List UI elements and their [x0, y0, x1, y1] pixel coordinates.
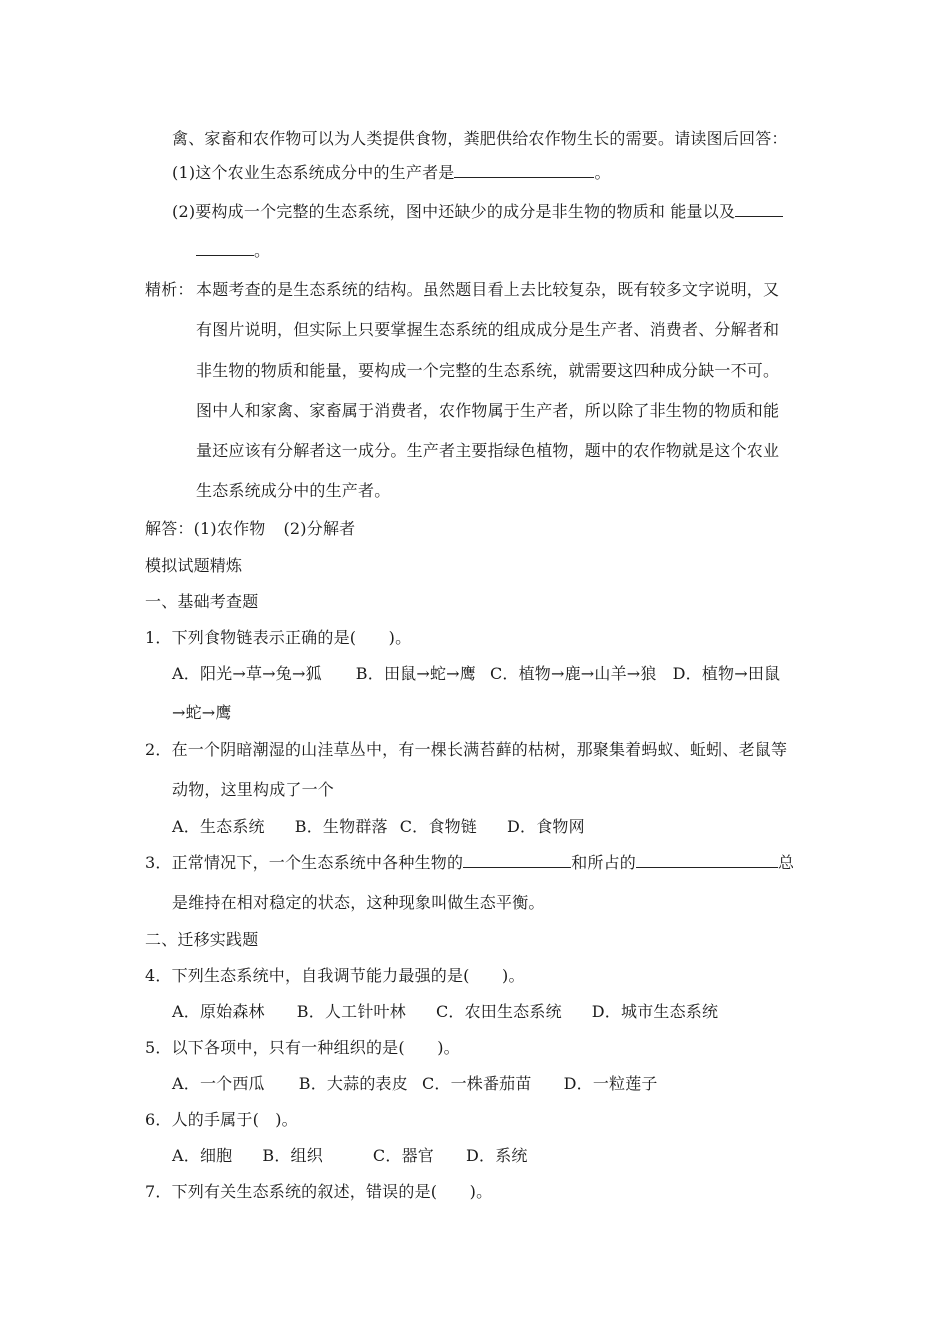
analysis-line: 非生物的物质和能量，要构成一个完整的生态系统，就需要这四种成分缺一不可。: [196, 361, 780, 380]
answer-blank: [735, 202, 783, 217]
option-a: A．原始森林: [172, 1002, 265, 1021]
question-end: 。: [254, 241, 271, 260]
question-2-prior-cont: [196, 241, 270, 261]
question-2-stem-cont: 动物，这里构成了一个: [172, 780, 335, 799]
option-a: A．细胞: [172, 1146, 233, 1165]
option-b: B．组织: [262, 1146, 323, 1165]
option-d: D．城市生态系统: [591, 1002, 719, 1021]
option-d: D．食物网: [506, 817, 585, 836]
answer-line: [145, 519, 355, 539]
intro-line: 禽、家畜和农作物可以为人类提供食物，粪肥供给农作物生长的需要。请读图后回答：: [172, 129, 788, 148]
analysis-line: 图中人和家禽、家畜属于消费者，农作物属于生产者，所以除了非生物的物质和能: [196, 401, 780, 420]
question-2-stem: 2．在一个阴暗潮湿的山洼草丛中，有一棵长满苔藓的枯树，那聚集着蚂蚁、蚯蚓、老鼠等: [145, 740, 788, 759]
section-heading-basic: 一、基础考查题: [145, 592, 259, 611]
question-4-stem: 4．下列生态系统中，自我调节能力最强的是( )。: [145, 966, 525, 985]
option-c: C．植物→鹿→山羊→狼: [489, 664, 657, 683]
section-heading-practice: 二、迁移实践题: [145, 930, 259, 949]
question-2-options: [172, 817, 585, 837]
question-text: (2)要构成一个完整的生态系统，图中还缺少的成分是非生物的物质和 能量以及: [172, 202, 736, 221]
answer-blank: [196, 241, 254, 256]
option-c: C．器官: [372, 1146, 434, 1165]
question-5-stem: 5．以下各项中，只有一种组织的是( )。: [145, 1038, 460, 1057]
question-5-options: [172, 1074, 658, 1094]
option-b: B．人工针叶林: [296, 1002, 406, 1021]
option-d: D．一粒莲子: [563, 1074, 658, 1093]
question-text: 总: [778, 853, 795, 872]
question-3-stem-cont: 是维持在相对稳定的状态，这种现象叫做生态平衡。: [172, 893, 545, 912]
analysis-line: 量还应该有分解者这一成分。生产者主要指绿色植物，题中的农作物就是这个农业: [196, 441, 780, 460]
option-c: C．一株番茄苗: [421, 1074, 532, 1093]
analysis-line: 有图片说明，但实际上只要掌握生态系统的组成成分是生产者、消费者、分解者和: [196, 320, 780, 339]
answer-1: (1)农作物: [193, 519, 266, 538]
answer-2: (2)分解者: [283, 519, 356, 538]
option-d: D．系统: [465, 1146, 528, 1165]
answer-label: 解答：: [145, 519, 194, 538]
option-c: C．食物链: [399, 817, 477, 836]
question-text: 3．正常情况下，一个生态系统中各种生物的: [145, 853, 464, 872]
question-1-options-cont: →蛇→鹰: [172, 703, 232, 722]
question-3-stem: [145, 853, 794, 873]
question-6-stem: 6．人的手属于( )。: [145, 1110, 298, 1129]
option-b: B．田鼠→蛇→鹰: [355, 664, 476, 683]
analysis-line: 本题考查的是生态系统的结构。虽然题目看上去比较复杂，既有较多文字说明，又: [196, 280, 780, 299]
question-2-prior: [172, 202, 783, 222]
option-c: C．农田生态系统: [435, 1002, 562, 1021]
question-1-stem: 1．下列食物链表示正确的是( )。: [145, 628, 412, 647]
section-heading-main: 模拟试题精炼: [145, 556, 243, 575]
question-4-options: [172, 1002, 718, 1022]
option-d: D．植物→田鼠: [672, 664, 781, 683]
answer-blank: [636, 853, 778, 868]
option-a: A．生态系统: [172, 817, 265, 836]
question-text: (1)这个农业生态系统成分中的生产者是: [172, 163, 455, 182]
question-1-options: [172, 664, 780, 684]
option-b: B．生物群落: [294, 817, 388, 836]
analysis-line: 生态系统成分中的生产者。: [196, 481, 391, 500]
question-7-stem: 7．下列有关生态系统的叙述，错误的是( )。: [145, 1182, 493, 1201]
option-b: B．大蒜的表皮: [298, 1074, 408, 1093]
question-text: 和所占的: [571, 853, 636, 872]
question-end: 。: [594, 163, 611, 182]
answer-blank: [454, 163, 594, 178]
question-1-prior: [172, 163, 611, 183]
question-6-options: [172, 1146, 528, 1166]
answer-blank: [463, 853, 571, 868]
option-a: A．阳光→草→兔→狐: [172, 664, 322, 683]
analysis-label: 精析：: [145, 280, 194, 299]
option-a: A．一个西瓜: [172, 1074, 265, 1093]
